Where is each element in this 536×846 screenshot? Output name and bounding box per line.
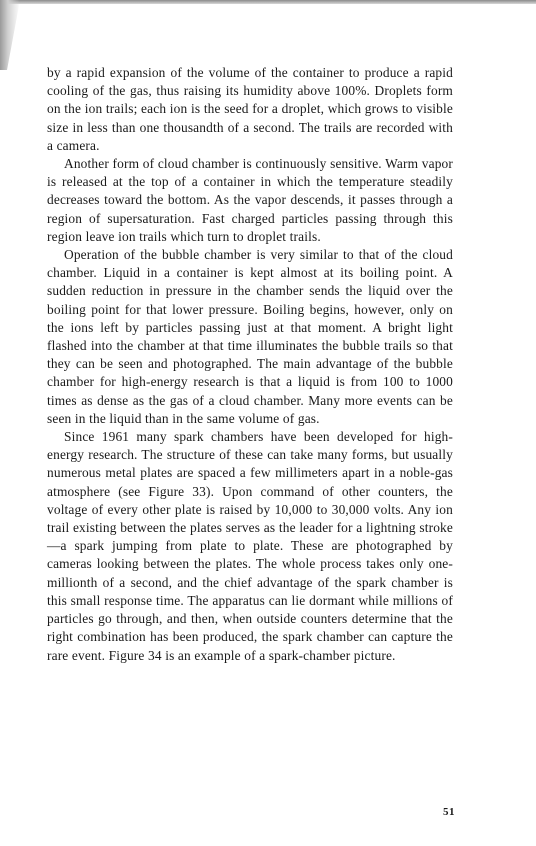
paragraph-continuous-cloud-chamber: Another form of cloud chamber is continuously sensitive. Warm vapor is released at the top of a container in which the temperature steadily decreases toward the bottom. As the vapor descends, it passes through a region of supersaturation. Fast charged particles passing through this region leave ion trails which turn to droplet trails. — [47, 156, 453, 244]
paragraph-bubble-chamber: Operation of the bubble chamber is very similar to that of the cloud chamber. Liquid in a container is kept almost at its boiling point. A sudden reduction in pressure in the chamber sends the liquid over the boiling point for that lower pressure. Boiling begins, however, only on the ions left by particles passing just at that moment. A bright light flashed into the chamber at that time illuminates the bubble trails so that they can be seen and photographed. The main advantage of the bubble chamber for high-energy research is that a liquid is from 100 to 1000 times as dense as the gas of a cloud chamber. Many more events can be seen in the liquid than in the same volume of gas. — [47, 247, 453, 426]
page-body — [47, 64, 453, 665]
page-number: 51 — [443, 806, 455, 818]
paragraph-cloud-chamber-expansion: by a rapid expansion of the volume of the container to produce a rapid cooling of the gas, thus raising its humidity above 100%. Droplets form on the ion trails; each ion is the seed for a droplet, which grows to visible size in less than one thousandth of a second. The trails are recorded with a camera. — [47, 65, 453, 153]
binding-shadow — [0, 0, 20, 70]
paragraph-spark-chamber: Since 1961 many spark chambers have been developed for high-energy research. The structure of these can take many forms, but usually numerous metal plates are spaced a few millimeters apart in a noble-gas atmosphere (see Figure 33). Upon command of other counters, the voltage of every other plate is raised by 10,000 to 30,000 volts. Any ion trail existing between the plates serves as the leader for a lightning stroke—a spark jumping from plate to plate. These are photographed by cameras looking between the plates. The whole process takes only one-millionth of a second, and the chief advantage of the spark chamber is this small response time. The apparatus can lie dormant while millions of particles go through, and then, when outside counters determine that the right combination has been produced, the spark chamber can capture the rare event. Figure 34 is an example of a spark-chamber picture. — [47, 429, 453, 663]
page-top-edge — [0, 0, 536, 4]
